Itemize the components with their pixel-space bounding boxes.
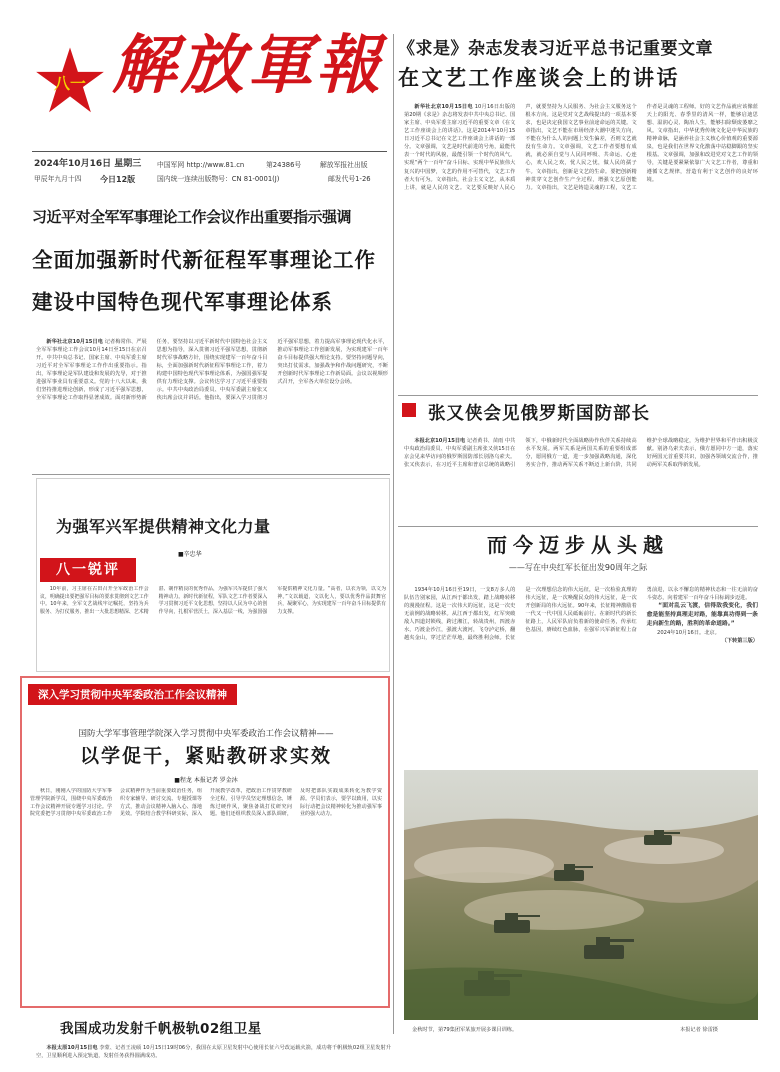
satellite-dateline: 本报太原10月15日电 <box>46 1045 98 1051</box>
zhang-headline[interactable]: 张又侠会见俄罗斯国防部长 <box>428 404 650 424</box>
issue-number: 第24386号 <box>266 161 302 169</box>
theory-headline-line2[interactable]: 建设中国特色现代军事理论体系 <box>32 290 333 314</box>
theory-dateline: 新华社北京10月15日电 <box>46 339 103 345</box>
qiushi-article-body <box>404 103 758 395</box>
long-march-article-body <box>404 586 758 764</box>
long-march-dateline: 2024年10月16日。北京。 <box>657 630 720 637</box>
commentary-article-body <box>40 586 386 668</box>
page-count: 今日12版 <box>100 175 136 184</box>
theory-text: 全军军事理论工作会议10月14日至15日在京召开。中共中央总书记、国家主席、中央军委主席习近平对全军军事理论工作作出重要指示。指出，军事理论是军队建设和发展的先导，对于推进强军事业具有重要意义。党的十八大以来，我们坚持推进理论创新，形成了习近平强军思想，全军军事理论工作取得显著成效。面对新形势新任务，要坚持以习近平新时代中国特色社会主义思想为指导，深入贯彻习近平强军思想，贯彻新时代军事战略方针，围绕实现建军一百年奋斗目标，全面加强新时代新征程军事理论工作，着力构建中国特色现代军事理论体系，为强国强军提供有力理论支撑。会议传达学习了习近平重要指示。中共中央政治局委员、中央军委副主席张又侠出席会议并讲话。他指出，要深入学习贯彻习近平强军思想，着力提高军事理论现代化水平，推动军事理论工作创新发展，为实现建军一百年奋斗目标提供强大理论支持。要坚持问题导向，突出打仗需求，加强战争和作战问题研究，不断开创新时代军事理论工作新局面。会议以视频形式召开，全军各大单位设分会场。 <box>36 339 388 402</box>
study-tag: 深入学习贯彻中央军委政治工作会议精神 <box>28 684 237 705</box>
zhang-article-body <box>404 437 758 520</box>
study-article-body <box>30 788 382 1002</box>
theory-subheadline[interactable]: 习近平对全军军事理论工作会议作出重要指示强调 <box>32 208 352 226</box>
study-header: 国防大学军事管理学院深入学习贯彻中央军委政治工作会议精神—— <box>78 729 334 739</box>
satellite-reporter: 李蒙、记者王凌硕 <box>99 1045 142 1051</box>
theory-article-body <box>36 338 388 468</box>
zhang-text: 中共中央政治局委员、中央军委副主席张又侠15日在京会见来华访问的俄罗斯国防部长别洛乌索夫。张又侠表示，在习近平主席和普京总统的战略引领下，中俄新时代全面战略协作伙伴关系持续高水平发展。两军关系是两国关系的重要组成部分，愿同俄方一道，进一步加强战略沟通，深化务实合作，推动两军关系不断迈上新台阶，共同维护全球战略稳定，为维护世界和平作出积极贡献。别洛乌索夫表示，俄方愿同中方一道，落实好两国元首重要共识，加强各领域交流合作，推动两军关系取得新发展。 <box>404 438 758 469</box>
qiushi-headline-kicker[interactable]: 《求是》杂志发表习近平总书记重要文章 <box>398 39 713 59</box>
publisher: 解放军报社出版 <box>320 161 368 169</box>
qiushi-headline[interactable]: 在文艺工作座谈会上的讲话 <box>398 66 680 90</box>
long-march-subheadline: ——写在中央红军长征出发90周年之际 <box>508 563 648 572</box>
commentary-badge: 八一锐评 <box>40 558 136 582</box>
divider <box>398 395 758 396</box>
theory-reporter: 记者梅常伟、严展 <box>104 339 147 345</box>
website-url[interactable]: 中国军网 http://www.81.cn <box>157 161 245 169</box>
column-divider <box>393 34 394 1034</box>
long-march-text: 1934年10月16日至19日，一支8万多人的队伍告别家园，从江西于都出发，踏上战略转移的漫漫征程。这是一次伟大的远征，这是一次史无前例的战略转移。从江西于都出发，红军突破敌人四道封锁线，跨过湘江，转战贵州，四渡赤水，巧渡金沙江，强渡大渡河，飞夺泸定桥，翻越夹金山，穿过茫茫草地，最终胜利会师。长征是一次理想信念的伟大远征，是一次检验真理的伟大远征，是一次唤醒民众的伟大远征，是一次开创新局的伟大远征。90年来，长征精神激励着一代又一代中国人民砥砺前行。在新时代的新长征路上，人民军队肩负着新的使命任务，传承红色基因，赓续红色血脉，在强军兴军新征程上奋勇前进，以永不懈怠的精神状态和一往无前的奋斗姿态，向着建军一百年奋斗目标阔步迈进。 <box>404 587 758 642</box>
zhang-reporter: 记者黄书、苗雨 <box>466 438 504 444</box>
qiushi-text: 10月16日出版的第20期《求是》杂志将发表中共中央总书记、国家主席、中央军委主席习近平的重要文章《在文艺工作座谈会上的讲话》。这是2014年10月15日习近平总书记在文艺工作座谈会上讲话的一部分。文章强调，文艺是时代前进的号角，最能代表一个时代的风貌，最能引领一个时代的风气。实现“两个一百年”奋斗目标、实现中华民族伟大复兴的中国梦，文艺的作用不可替代，文艺工作者大有可为。文章指出，社会主义文艺，从本质上讲，就是人民的文艺。文艺要反映好人民心声，就要坚持为人民服务、为社会主义服务这个根本方向。这是党对文艺战线提出的一项基本要求，也是决定我国文艺事业前途命运的关键。文章指出，文艺不能在市场经济大潮中迷失方向，不能在为什么人的问题上发生偏差，否则文艺就没有生命力。文章强调，文艺工作者要想有成就，就必须自觉与人民同呼吸、共命运、心连心，欢人民之欢，忧人民之忧，做人民的孺子牛。文章指出，创新是文艺的生命。要把创新精神贯穿文艺创作生产全过程，增强文艺原创能力。文章指出，文艺是铸造灵魂的工程，文艺工作者是灵魂的工程师。好的文艺作品就应该像蓝天上的阳光、春季里的清风一样，能够启迪思想、温润心灵、陶冶人生，能够扫除颓废萎靡之风。文章指出，中华优秀传统文化是中华民族的精神命脉，是涵养社会主义核心价值观的重要源泉，也是我们在世界文化激荡中站稳脚跟的坚实根基。文章强调，加强和改进党对文艺工作的领导，关键是要紧紧依靠广大文艺工作者，尊重和遵循文艺规律，营造有利于文艺创作的良好环境。 <box>404 104 758 191</box>
postal-code: 邮发代号1-26 <box>328 175 371 183</box>
zhang-dateline: 本报北京10月15日电 <box>414 438 466 444</box>
lunar-date: 甲辰年九月十四 <box>34 175 82 183</box>
satellite-article-body <box>36 1044 391 1066</box>
satellite-text: 10月15日19时06分，我国在太原卫星发射中心使用长征六号改运载火箭，成功将千帆极轨02组卫星发射升空，卫星顺利进入预定轨道，发射任务获得圆满成功。 <box>36 1045 391 1060</box>
study-byline: ■程龙 本报记者 罗金沐 <box>174 777 238 784</box>
divider <box>32 474 390 475</box>
masthead-logo: 解放軍報 <box>112 28 384 103</box>
cn-number: 国内统一连续出版物号：CN 81-0001(J) <box>157 175 280 183</box>
commentary-author: ■辛忠华 <box>178 551 202 558</box>
theory-headline-line1[interactable]: 全面加强新时代新征程军事理论工作 <box>32 248 376 272</box>
study-headline[interactable]: 以学促干，紧贴教研求实效 <box>79 745 332 767</box>
continued-note: （下转第三版） <box>721 638 758 645</box>
commentary-headline[interactable]: 为强军兴军提供精神文化力量 <box>56 517 271 536</box>
study-text: 秋日，刚刚入学的国防大学军事管理学院新学员，围绕中央军委政治工作会议精神开展专题学习讨论。学院党委把学习贯彻中央军委政治工作会议精神作为当前重要政治任务，组织专家辅导、研讨交流、专题授课等方式，推动会议精神入脑入心、落地见效。学院结合教学科研实际，深入开展教学改革，把政治工作贯穿教研全过程，引导学员坚定理想信念，锤炼过硬作风，聚焦备战打仗研究问题。他们还组织教员深入部队调研，及时把部队实践成果转化为教学资源。学员们表示，要学以致用，以实际行动把会议精神转化为推动强军事业的强大动力。 <box>30 788 382 818</box>
svg-text:八一: 八一 <box>54 74 86 94</box>
training-photo <box>404 770 758 1020</box>
long-march-headline[interactable]: 而今迈步从头越 <box>487 533 669 557</box>
divider <box>398 526 758 527</box>
photo-credit: 本报记者 徐雷摄 <box>680 1027 718 1033</box>
masthead-star-emblem <box>34 46 106 118</box>
long-march-quote: “面对乱云飞渡，信得敌我变化，我们愈是能坚持真理走对路，能靠真功得到一条走向新生的路，胜利的革命道路。” <box>646 603 758 628</box>
issue-date: 2024年10月16日 星期三 <box>34 159 142 169</box>
red-square-marker-icon <box>402 403 416 417</box>
divider <box>32 151 387 152</box>
photo-caption: 金秋时节，第79集团军某旅开展多课目训练。 <box>412 1027 518 1033</box>
satellite-headline[interactable]: 我国成功发射千帆极轨02组卫星 <box>60 1021 262 1037</box>
commentary-text: 10年前，习主席在古田召开全军政治工作会议，明确提出要把强军目标的要求贯彻到文艺工作中。10年来，全军文艺战线牢记嘱托，坚持为兵服务、为打仗服务，推出一大批思想精深、艺术精湛、制作精良的优秀作品，为强军兴军提供了强大精神动力。新时代新征程，军队文艺工作者要深入学习贯彻习近平文化思想，坚持以人民为中心的创作导向，扎根军营沃土，深入基层一线，为强国强军提供精神文化力量。“高者，以衣为领，以文为神。”文以载道，文以化人，要以优秀作品鼓舞官兵，凝聚军心，为实现建军一百年奋斗目标提供有力支撑。 <box>40 586 386 615</box>
qiushi-dateline: 新华社北京10月15日电 <box>414 104 473 110</box>
